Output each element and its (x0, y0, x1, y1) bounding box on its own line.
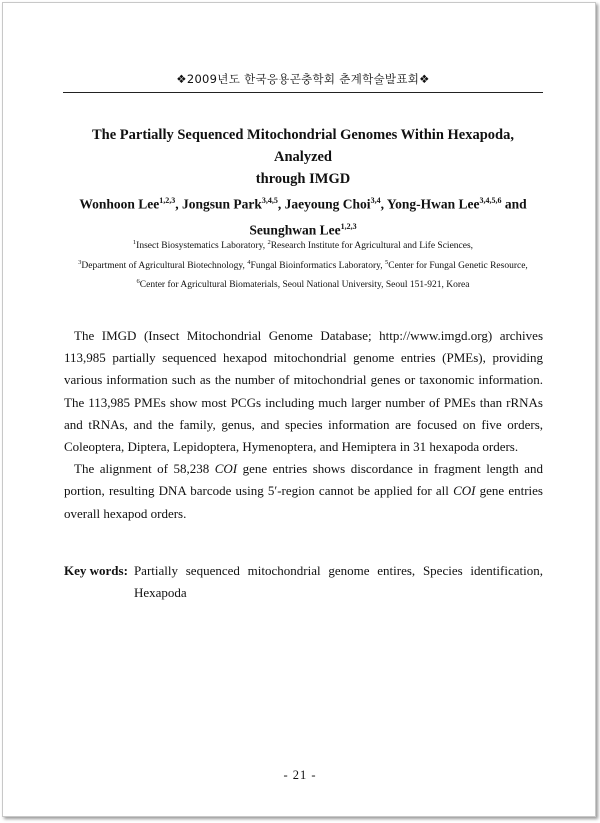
abstract-text: gene entries shows discordance in fragment length and portion, resulting DNA barcode using 5′-region cannot be applied for all (64, 461, 544, 499)
keywords-text: Partially sequenced mitochondrial genome entires, Species identification, Hexapoda (133, 563, 543, 600)
author-name: Wonhoon Lee (79, 196, 160, 212)
author-list (63, 190, 543, 241)
author-affil-sup: 1,2,3 (159, 196, 176, 205)
author-sep: and (501, 196, 527, 212)
keywords-label-text: Key words (64, 563, 124, 578)
affiliation-line-1 (43, 235, 563, 255)
affil-text: Insect Biosystematics Laboratory, (136, 241, 268, 252)
affiliation-line-2 (43, 255, 563, 275)
keywords-label (64, 560, 128, 604)
paper-page (2, 2, 596, 817)
gene-name: COI (453, 483, 476, 499)
abstract-paragraph-2 (64, 458, 543, 525)
author-sep: , (277, 196, 285, 212)
gene-name: COI (214, 461, 238, 477)
abstract-text: gene entries overall hexapod orders. (64, 483, 543, 521)
affil-sup: 3 (78, 258, 82, 266)
author-affil-sup: 3,4,5,6 (479, 196, 502, 205)
conference-header: ❖2009년도 한국응용곤충학회 춘계학술발표회❖ (176, 72, 430, 86)
affil-text: Department of Agricultural Biotechnology, (81, 260, 248, 271)
author-line-1 (63, 190, 543, 216)
page-number: - 21 - (283, 768, 317, 782)
affil-sup: 2 (267, 239, 271, 246)
affil-text: Center for Fungal Genetic Resource, (388, 260, 528, 271)
affil-sup: 1 (132, 239, 137, 246)
paper-title (63, 124, 543, 190)
title-line-2: through IMGD (255, 171, 351, 187)
affil-text: Center for Agricultural Biomaterials, Seoul National University, Seoul 151-921, Korea (139, 280, 470, 291)
author-name: Seunghwan Lee (249, 222, 341, 237)
affil-sup: 6 (136, 278, 140, 286)
abstract-text: The alignment of 58,238 (74, 461, 215, 477)
abstract-paragraph-1: The IMGD (Insect Mitochondrial Genome Database; http://www.imgd.org) archives 113,985 partially sequenced hexapod mitochondrial genome entries (PMEs), providing various information such as the number of mitochondrial genes or taxonomic information. The 113,985 PMEs show most PCGs including much larger number of PMEs than rRNAs and tRNAs, and the family, genus, and species information are focused on five orders, Coleoptera, Diptera, Lepidoptera, Hymenoptera, and Hemiptera in 31 hexapoda orders. (64, 328, 543, 455)
affil-text: Fungal Bioinformatics Laboratory, (250, 260, 385, 271)
affiliations (43, 235, 563, 294)
affil-text: Research Institute for Agricultural and Life Sciences, (270, 241, 474, 252)
author-name: Jaeyoung Choi (284, 196, 371, 212)
affiliation-line-3 (43, 274, 563, 294)
author-sep: , (380, 196, 387, 212)
author-name: Yong-Hwan Lee (386, 196, 480, 212)
header-divider (63, 92, 543, 93)
author-affil-sup: 1,2,3 (340, 221, 357, 231)
abstract-body (64, 325, 543, 525)
author-affil-sup: 3,4,5 (261, 196, 278, 205)
author-affil-sup: 3,4 (370, 196, 381, 205)
keywords-section (64, 560, 543, 604)
author-name: Jongsun Park (182, 196, 262, 212)
title-line-1: The Partially Sequenced Mitochondrial Genomes Within Hexapoda, Analyzed (91, 127, 514, 165)
affil-sup: 5 (385, 258, 389, 266)
keywords-colon: : (123, 563, 128, 578)
affil-sup: 4 (247, 258, 251, 266)
author-sep: , (175, 196, 183, 212)
